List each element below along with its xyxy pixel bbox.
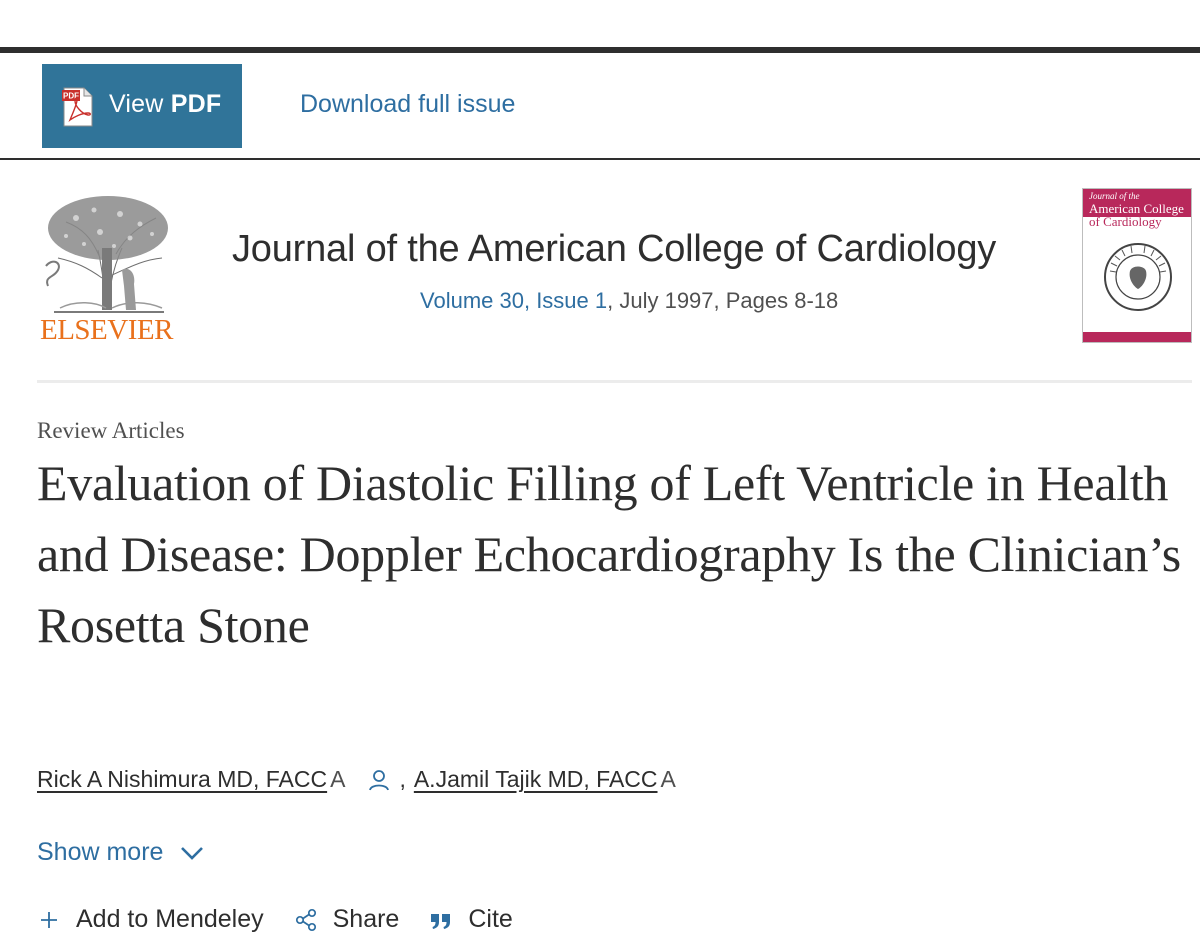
plus-icon bbox=[37, 908, 61, 932]
author-affiliation-marker[interactable]: A bbox=[660, 766, 676, 792]
quote-icon bbox=[429, 908, 453, 932]
article-title: Evaluation of Diastolic Filling of Left Ventricle in Health and Disease: Doppler Echocardiography Is the Clinician’s Rosetta Stone bbox=[37, 455, 1181, 653]
article-toolbar bbox=[0, 53, 1200, 159]
download-full-issue-link[interactable]: Download full issue bbox=[300, 90, 516, 118]
pdf-icon bbox=[62, 86, 94, 128]
issue-date-pages: , July 1997, Pages 8-18 bbox=[607, 288, 839, 313]
view-pdf-label: View PDF bbox=[109, 90, 222, 118]
view-pdf-button[interactable] bbox=[42, 64, 242, 148]
author-link-nishimura[interactable]: Rick A Nishimura MD, FACC bbox=[37, 766, 328, 792]
cover-seal-icon bbox=[1102, 241, 1174, 313]
cover-title: Journal of the American College of Cardiology bbox=[1089, 191, 1184, 229]
elsevier-wordmark: ELSEVIER bbox=[40, 314, 173, 346]
share-icon bbox=[294, 908, 318, 932]
author-link-tajik[interactable]: A.Jamil Tajik MD, FACC bbox=[413, 766, 658, 792]
author-list bbox=[37, 766, 678, 793]
author-separator: , bbox=[399, 766, 406, 792]
chevron-down-icon bbox=[179, 845, 205, 861]
cite-button[interactable] bbox=[429, 905, 512, 934]
show-more-label: Show more bbox=[37, 838, 164, 866]
add-to-mendeley-button[interactable] bbox=[37, 905, 264, 934]
journal-title[interactable]: Journal of the American College of Cardiology bbox=[232, 228, 997, 270]
volume-issue-link[interactable]: Volume 30, Issue 1 bbox=[420, 288, 608, 313]
toolbar-divider bbox=[0, 158, 1200, 160]
author-affiliation-marker[interactable]: A bbox=[330, 766, 346, 792]
cover-bottom-band bbox=[1083, 332, 1191, 342]
share-button[interactable] bbox=[294, 905, 400, 934]
journal-cover-thumbnail[interactable] bbox=[1082, 188, 1192, 343]
issue-info bbox=[420, 288, 838, 314]
share-label: Share bbox=[332, 905, 400, 933]
person-icon[interactable] bbox=[367, 768, 391, 792]
svg-text:PDF: PDF bbox=[63, 91, 79, 101]
show-more-button[interactable] bbox=[37, 838, 205, 867]
cite-label: Cite bbox=[468, 905, 513, 933]
article-type: Review Articles bbox=[37, 418, 185, 443]
article-actions bbox=[37, 905, 543, 934]
header-divider bbox=[37, 380, 1192, 383]
add-to-mendeley-label: Add to Mendeley bbox=[76, 905, 264, 933]
